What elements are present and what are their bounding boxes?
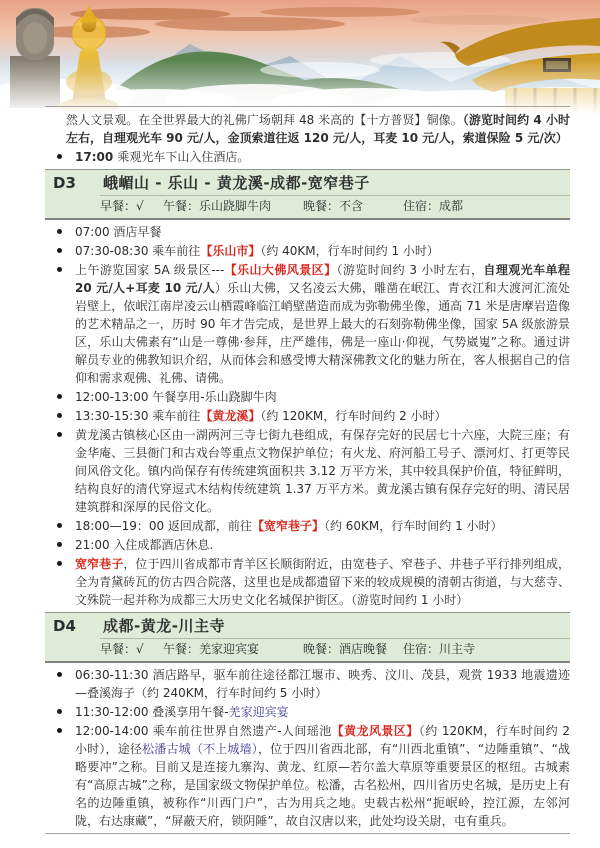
bullet-dot-icon [57, 248, 62, 253]
text-segment: （约 40KM，行车时间约 1 小时） [260, 244, 439, 258]
meal-breakfast: 早餐：√ [100, 642, 144, 656]
day-code: D4 [53, 617, 76, 635]
text-segment: 【宽窄巷子】 [251, 519, 324, 533]
bullet-dot-icon [57, 229, 62, 234]
day-title: 峨嵋山 - 乐山 - 黄龙溪-成都-宽窄巷子 [103, 174, 370, 192]
itinerary-item-text [75, 244, 439, 258]
itinerary-item [48, 388, 570, 406]
text-segment: 【黄龙风景区】 [331, 724, 419, 738]
itinerary-item [48, 666, 570, 702]
day-meals-row [100, 195, 570, 218]
itinerary-item-text [75, 409, 447, 423]
itinerary-item [48, 703, 570, 721]
bullet-dot-icon [57, 523, 62, 528]
itinerary-item-text [75, 225, 161, 239]
itinerary-item-text [75, 263, 570, 385]
itinerary-item [48, 555, 570, 609]
day-title-row [45, 613, 570, 638]
day-title: 成都-黄龙-川主寺 [103, 617, 225, 635]
top-horizontal-rule [45, 106, 570, 107]
itinerary-item-text [75, 150, 249, 164]
text-segment: 11:30-12:00 叠溪享用午餐- [75, 705, 229, 719]
text-segment: 然人文景观。在全世界最大的礼佛广场朝拜 48 米高的【十方普贤】铜像。 [66, 113, 463, 127]
text-segment: 黄龙溪古镇核心区由一湖两河三寺七街九巷组成，有保存完好的民居七十六座，大院三座；有金华庵、三县衙门和古戏台等重点文物保护单位；有火龙、府河船工号子、漂河灯、打更等民间风俗文化。镇内尚保存有传统建筑面积共 3.12 万平方米，其中较具保护价值，特征鲜明，结构良好的清代穿逗式木结构传统建筑 1.37 万平方米。黄龙溪古镇有保存完好的明、清民居建筑群和深厚的民俗文化。 [75, 428, 570, 514]
text-segment: 17:00 [75, 150, 118, 164]
day-code: D3 [53, 174, 76, 192]
intro-paragraph [66, 111, 570, 147]
itinerary-item-text [75, 724, 570, 828]
meal-lunch: 午餐：羌家迎宾宴 [163, 642, 260, 656]
bullet-dot-icon [57, 561, 62, 566]
day-bullet-list [48, 223, 570, 609]
meal-breakfast: 早餐：√ [100, 199, 144, 213]
meal-stay: 住宿：成都 [403, 199, 464, 213]
day-block [48, 169, 570, 609]
bullet-dot-icon [57, 728, 62, 733]
text-segment: 上午游览国家 5A 级景区--- [75, 263, 225, 277]
bottom-horizontal-rule [45, 833, 570, 834]
bullet-dot-icon [57, 413, 62, 418]
text-segment: 乘观光车下山入住酒店。 [117, 150, 250, 164]
itinerary-item [48, 223, 570, 241]
itinerary-item [48, 148, 570, 166]
itinerary-item [48, 407, 570, 425]
itinerary-item [48, 517, 570, 535]
bullet-dot-icon [57, 394, 62, 399]
text-segment: （游览时间约 4 小时左右，自理观光车 90 元/人，金顶索道往返 120 元/人，耳麦 10 元/人，索道保险 5 元/次） [66, 113, 570, 145]
bullet-dot-icon [57, 267, 62, 272]
link-text[interactable]: 松潘古城（不上城墙） [142, 742, 258, 756]
text-segment: （约 120KM，行车时间约 2 小时） [260, 409, 447, 423]
meal-stay: 住宿：川主寺 [403, 642, 476, 656]
text-segment: 07:30-08:30 乘车前往 [75, 244, 201, 258]
text-segment: 自理观光车单程 20 元/人+耳麦 10 元/人 [75, 263, 570, 295]
bullet-dot-icon [57, 542, 62, 547]
text-segment: ，位于四川省西北部，有“川西北重镇”、“边陲重镇”、“战略要冲”之称。目前又是连接九寨沟、黄龙、红原—若尔盖大草原等重要景区的枢纽。古城素有“高原古城”之称，是国家级文物保护单位。松潘，古名松州，四川省历史名城，是历史上有名的边陲重镇，被称作“川西门户”，古为用兵之地。史载古松州“扼岷岭，控江源，左邻河陇，右达康藏”，“屏蔽天府，锁阴陲”，故自汉唐以来，此处均设关尉，屯有重兵。 [75, 742, 570, 828]
day-bullet-list [48, 666, 570, 830]
bullet-dot-icon [57, 432, 62, 437]
text-segment: 13:30-15:30 乘车前往 [75, 409, 201, 423]
header-scenic-image [0, 0, 600, 114]
bullet-dot-icon [57, 709, 62, 714]
intro-bullet-list [48, 148, 570, 166]
itinerary-item-text [75, 668, 570, 700]
meal-lunch: 午餐：乐山跷脚牛肉 [163, 199, 272, 213]
document-body [48, 106, 570, 834]
itinerary-item [48, 722, 570, 830]
text-segment: 【乐山大佛风景区】 [224, 263, 337, 277]
day-header [45, 612, 570, 663]
itinerary-item-text [75, 557, 570, 607]
itinerary-item [48, 426, 570, 516]
itinerary-item-text [75, 519, 503, 533]
itinerary-item-text [75, 428, 570, 514]
text-segment: 【黄龙溪】 [200, 409, 261, 423]
link-text[interactable]: 羌家迎宾宴 [228, 705, 289, 719]
text-segment: 06:30-11:30 酒店路早，驱车前往途径都江堰市、映秀、汶川、茂县，观赏 1933 地震遗迹—叠溪海子（约 240KM，行车时间约 5 小时） [75, 668, 570, 700]
day-sections [48, 169, 570, 830]
itinerary-item [48, 261, 570, 387]
text-segment: 12:00-14:00 乘车前往世界自然遗产-人间瑶池 [75, 724, 332, 738]
day-block [48, 612, 570, 830]
text-segment: 宽窄巷子 [75, 557, 124, 571]
itinerary-item [48, 536, 570, 554]
text-segment: （约 60KM，行车时间约 1 小时） [323, 519, 503, 533]
bullet-dot-icon [57, 154, 62, 159]
text-segment: 【乐山市】 [200, 244, 261, 258]
meal-dinner: 晚餐：酒店晚餐 [303, 642, 388, 656]
day-meals-row [100, 638, 570, 661]
day-title-row [45, 170, 570, 195]
day-header [45, 169, 570, 220]
bullet-dot-icon [57, 672, 62, 677]
itinerary-item [48, 242, 570, 260]
text-segment: 12:00-13:00 午餐享用-乐山跷脚牛肉 [75, 390, 277, 404]
text-segment: 07:00 酒店早餐 [75, 225, 162, 239]
text-segment: 21:00 入住成都酒店休息. [75, 538, 214, 552]
text-segment: ）乐山大佛，又名凌云大佛，雕凿在岷江、青衣江和大渡河汇流处岩壁上，依岷江南岸凌云山栖霞峰临江峭壁凿造而成为弥勒佛坐像，通高 71 米是唐摩岩造像的艺术精品之一，历时 90 年才告完成，是世界上最大的石刻弥勒佛坐像，国家 5A 级旅游景区，乐山大佛素有“山是一尊佛·参拜，庄严雄伟，佛是一座山·仰视，气势崴嵬”之称。通过讲解员专业的佛教知识介绍，从而体会和感受博大精深佛教文化的魅力所在，客人根据自己的信仰和需求观佛、礼佛、请佛。 [75, 281, 570, 385]
itinerary-item-text [75, 538, 213, 552]
text-segment: （游览时间约 3 小时左右， [336, 263, 484, 277]
text-segment: ，位于四川省成都市青羊区长顺街附近，由宽巷子、窄巷子、井巷子平行排列组成，全为青黛砖瓦的仿古四合院落，这里也是成都遗留下来的较成规模的清朝古街道，与大慈寺、文殊院一起并称为成都三大历史文化名城保护街区。（游览时间约 1 小时） [75, 557, 570, 607]
text-segment: （约 120KM，行车时间约 2 小时），途径 [75, 724, 570, 756]
text-segment: 18:00—19：00 返回成都，前往 [75, 519, 252, 533]
itinerary-item-text [75, 705, 289, 719]
itinerary-item-text [75, 390, 277, 404]
meal-dinner: 晚餐：不含 [303, 199, 364, 213]
